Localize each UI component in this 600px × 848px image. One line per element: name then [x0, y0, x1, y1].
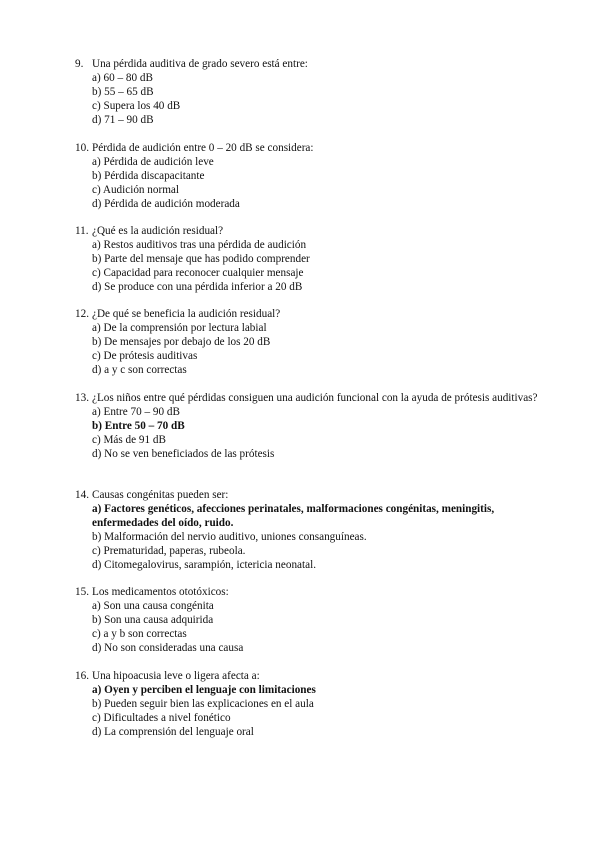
option-a-correct: a) Oyen y perciben el lenguaje con limitaciones [92, 684, 316, 696]
question-14 [75, 488, 545, 572]
option-d: d) Pérdida de audición moderada [92, 198, 240, 210]
option-c: c) a y b son correctas [92, 628, 187, 640]
option-a: a) 60 – 80 dB [92, 72, 153, 84]
option-d: d) La comprensión del lenguaje oral [92, 726, 254, 738]
question-text: Una pérdida auditiva de grado severo está entre: [92, 58, 308, 70]
option-c: c) Supera los 40 dB [92, 100, 181, 112]
option-list [92, 155, 545, 211]
question-text: ¿Los niños entre qué pérdidas consiguen una audición funcional con la ayuda de prótesis auditivas? [92, 392, 538, 404]
option-b: b) Parte del mensaje que has podido comprender [92, 253, 310, 265]
question-header [75, 307, 545, 321]
question-12 [75, 307, 545, 377]
question-header [75, 391, 545, 405]
question-text: Pérdida de audición entre 0 – 20 dB se considera: [92, 142, 314, 154]
question-text: Una hipoacusia leve o ligera afecta a: [92, 670, 260, 682]
question-15 [75, 585, 545, 655]
option-d: d) No se ven beneficiados de las prótesis [92, 448, 275, 460]
question-number: 13. [75, 392, 89, 404]
question-number: 16. [75, 670, 89, 682]
option-list [92, 502, 545, 572]
option-a: a) Son una causa congénita [92, 600, 214, 612]
question-number: 12. [75, 308, 89, 320]
question-number: 10. [75, 142, 89, 154]
question-header [75, 488, 545, 502]
question-10 [75, 141, 545, 211]
option-c: c) Audición normal [92, 184, 179, 196]
question-13 [75, 391, 545, 461]
option-a-correct: a) Factores genéticos, afecciones perinatales, malformaciones congénitas, meningitis, enfermedades del oído, ruido. [92, 503, 495, 529]
option-a: a) Pérdida de audición leve [92, 156, 214, 168]
option-list [92, 238, 545, 294]
question-header [75, 585, 545, 599]
question-number: 15. [75, 586, 89, 598]
question-text: Los medicamentos ototóxicos: [92, 586, 229, 598]
question-text: ¿Qué es la audición residual? [92, 225, 224, 237]
option-c: c) De prótesis auditivas [92, 350, 198, 362]
option-c: c) Más de 91 dB [92, 434, 166, 446]
option-d: d) a y c son correctas [92, 364, 187, 376]
question-number: 9. [75, 58, 84, 70]
option-list [92, 321, 545, 377]
option-c: c) Prematuridad, paperas, rubeola. [92, 545, 246, 557]
option-list [92, 405, 545, 461]
option-b: b) De mensajes por debajo de los 20 dB [92, 336, 271, 348]
question-number: 14. [75, 489, 89, 501]
option-a: a) Entre 70 – 90 dB [92, 406, 180, 418]
question-9 [75, 57, 545, 127]
option-list [92, 599, 545, 655]
option-b: b) Pueden seguir bien las explicaciones en el aula [92, 698, 314, 710]
option-c: c) Capacidad para reconocer cualquier mensaje [92, 267, 304, 279]
option-d: d) Citomegalovirus, sarampión, ictericia neonatal. [92, 559, 316, 571]
option-b: b) Son una causa adquirida [92, 614, 214, 626]
option-list [92, 683, 545, 739]
option-d: d) No son consideradas una causa [92, 642, 244, 654]
option-list [92, 71, 545, 127]
option-b: b) Malformación del nervio auditivo, uniones consanguíneas. [92, 531, 367, 543]
question-16 [75, 669, 545, 739]
question-number: 11. [75, 225, 89, 237]
option-a: a) Restos auditivos tras una pérdida de audición [92, 239, 307, 251]
question-text: Causas congénitas pueden ser: [92, 489, 229, 501]
option-a: a) De la comprensión por lectura labial [92, 322, 267, 334]
option-c: c) Dificultades a nivel fonético [92, 712, 231, 724]
question-header [75, 141, 545, 155]
option-d: d) Se produce con una pérdida inferior a 20 dB [92, 281, 303, 293]
option-b: b) Pérdida discapacitante [92, 170, 205, 182]
question-header [75, 669, 545, 683]
question-header [75, 57, 545, 71]
question-11 [75, 224, 545, 294]
question-header [75, 224, 545, 238]
option-b-correct: b) Entre 50 – 70 dB [92, 420, 185, 432]
option-d: d) 71 – 90 dB [92, 114, 154, 126]
question-text: ¿De qué se beneficia la audición residual? [92, 308, 281, 320]
option-b: b) 55 – 65 dB [92, 86, 154, 98]
